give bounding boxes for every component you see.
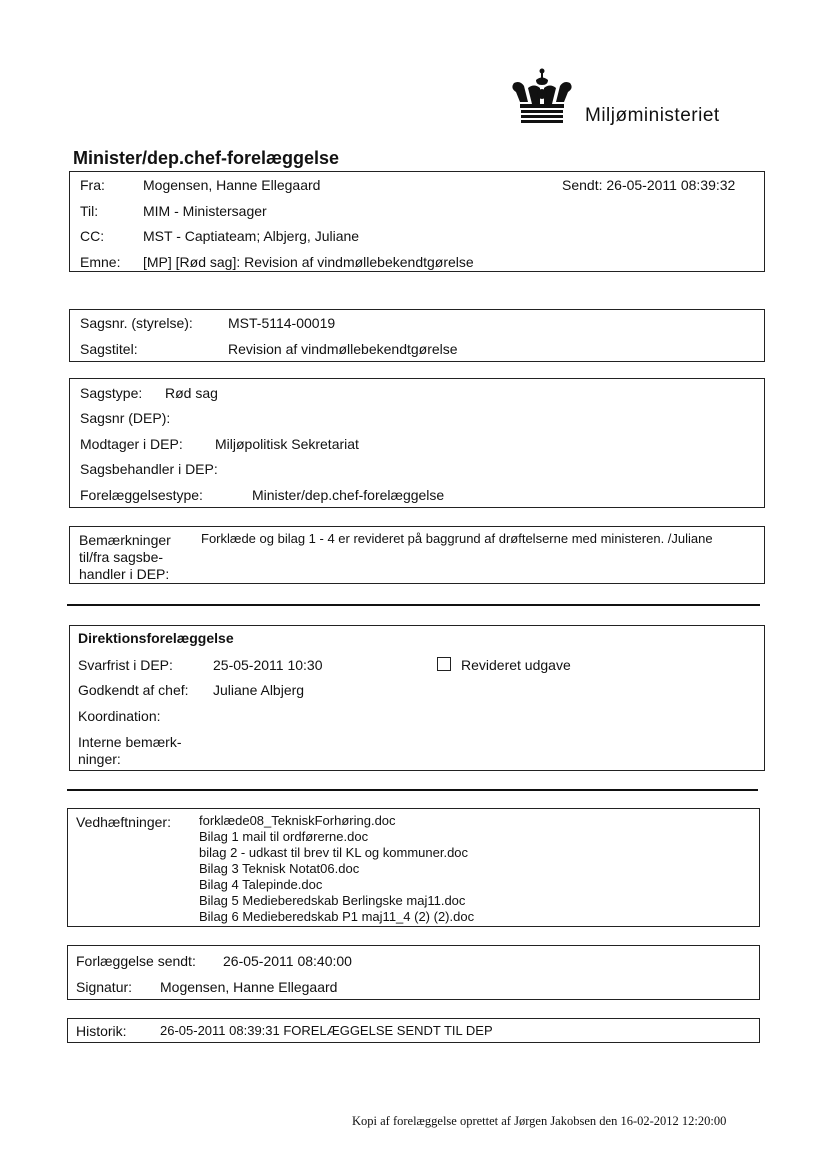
attachment-item[interactable]: Bilag 4 Talepinde.doc <box>199 877 323 892</box>
godkendt-value: Juliane Albjerg <box>213 682 305 698</box>
revideret-label: Revideret udgave <box>461 657 571 673</box>
interne-label-2: ninger: <box>78 751 121 767</box>
ministry-name: Miljøministeriet <box>585 105 720 126</box>
emne-label: Emne: <box>80 254 121 270</box>
sagsbehandler-label: Sagsbehandler i DEP: <box>80 461 218 477</box>
koordination-label: Koordination: <box>78 708 161 724</box>
signatur-value: Mogensen, Hanne Ellegaard <box>160 979 338 995</box>
remarks-value: Forklæde og bilag 1 - 4 er revideret på baggrund af drøftelserne med ministeren. /Juliane <box>201 531 713 546</box>
forlaeggelse-sendt-value: 26-05-2011 08:40:00 <box>223 953 352 969</box>
attachment-item[interactable]: Bilag 3 Teknisk Notat06.doc <box>199 861 360 876</box>
page-title: Minister/dep.chef-forelæggelse <box>73 148 340 168</box>
sagstitel-value: Revision af vindmøllebekendtgørelse <box>228 341 458 357</box>
sagstype-label: Sagstype: <box>80 385 143 401</box>
modtager-label: Modtager i DEP: <box>80 436 183 452</box>
til-label: Til: <box>80 203 99 219</box>
section-divider <box>67 604 760 606</box>
fra-value: Mogensen, Hanne Ellegaard <box>143 177 321 193</box>
sagsnr-dep-label: Sagsnr (DEP): <box>80 410 171 426</box>
forlaeggelse-sendt-label: Forlæggelse sendt: <box>76 953 196 969</box>
attachment-item[interactable]: forklæde08_TekniskForhøring.doc <box>199 813 396 828</box>
attachment-item[interactable]: Bilag 5 Medieberedskab Berlingske maj11.doc <box>199 893 466 908</box>
sagstype-value: Rød sag <box>165 385 218 401</box>
emne-value: [MP] [Rød sag]: Revision af vindmøllebekendtgørelse <box>143 254 474 270</box>
revideret-checkbox[interactable] <box>437 657 451 671</box>
attachment-item[interactable]: Bilag 6 Medieberedskab P1 maj11_4 (2) (2).doc <box>199 909 475 924</box>
svarfrist-value: 25-05-2011 10:30 <box>213 657 323 673</box>
godkendt-label: Godkendt af chef: <box>78 682 189 698</box>
forelaeggelsestype-value: Minister/dep.chef-forelæggelse <box>252 487 445 503</box>
sagsnr-value: MST-5114-00019 <box>228 315 336 331</box>
directorate-heading: Direktionsforelæggelse <box>78 630 234 646</box>
til-value: MIM - Ministersager <box>143 203 267 219</box>
remarks-label-1: Bemærkninger <box>79 532 171 548</box>
crown-logo-icon <box>506 66 578 128</box>
historik-label: Historik: <box>76 1023 127 1039</box>
attachment-item[interactable]: bilag 2 - udkast til brev til KL og kommuner.doc <box>199 845 469 860</box>
remarks-label-3: handler i DEP: <box>79 566 170 582</box>
remarks-label-2: til/fra sagsbe- <box>79 549 164 565</box>
sent-timestamp: Sendt: 26-05-2011 08:39:32 <box>562 177 736 193</box>
historik-value: 26-05-2011 08:39:31 FORELÆGGELSE SENDT TIL DEP <box>160 1023 493 1038</box>
footer-note: Kopi af forelæggelse oprettet af Jørgen Jakobsen den 16-02-2012 12:20:00 <box>352 1114 727 1128</box>
signatur-label: Signatur: <box>76 979 133 995</box>
attachments-label: Vedhæftninger: <box>76 814 171 830</box>
svarfrist-label: Svarfrist i DEP: <box>78 657 173 673</box>
fra-label: Fra: <box>80 177 105 193</box>
cc-label: CC: <box>80 228 105 244</box>
sagsnr-label: Sagsnr. (styrelse): <box>80 315 193 331</box>
forelaeggelsestype-label: Forelæggelsestype: <box>80 487 203 503</box>
section-divider-2 <box>67 789 758 791</box>
interne-label-1: Interne bemærk- <box>78 734 182 750</box>
cc-value: MST - Captiateam; Albjerg, Juliane <box>143 228 360 244</box>
sagstitel-label: Sagstitel: <box>80 341 138 357</box>
attachment-item[interactable]: Bilag 1 mail til ordførerne.doc <box>199 829 369 844</box>
modtager-value: Miljøpolitisk Sekretariat <box>215 436 359 452</box>
